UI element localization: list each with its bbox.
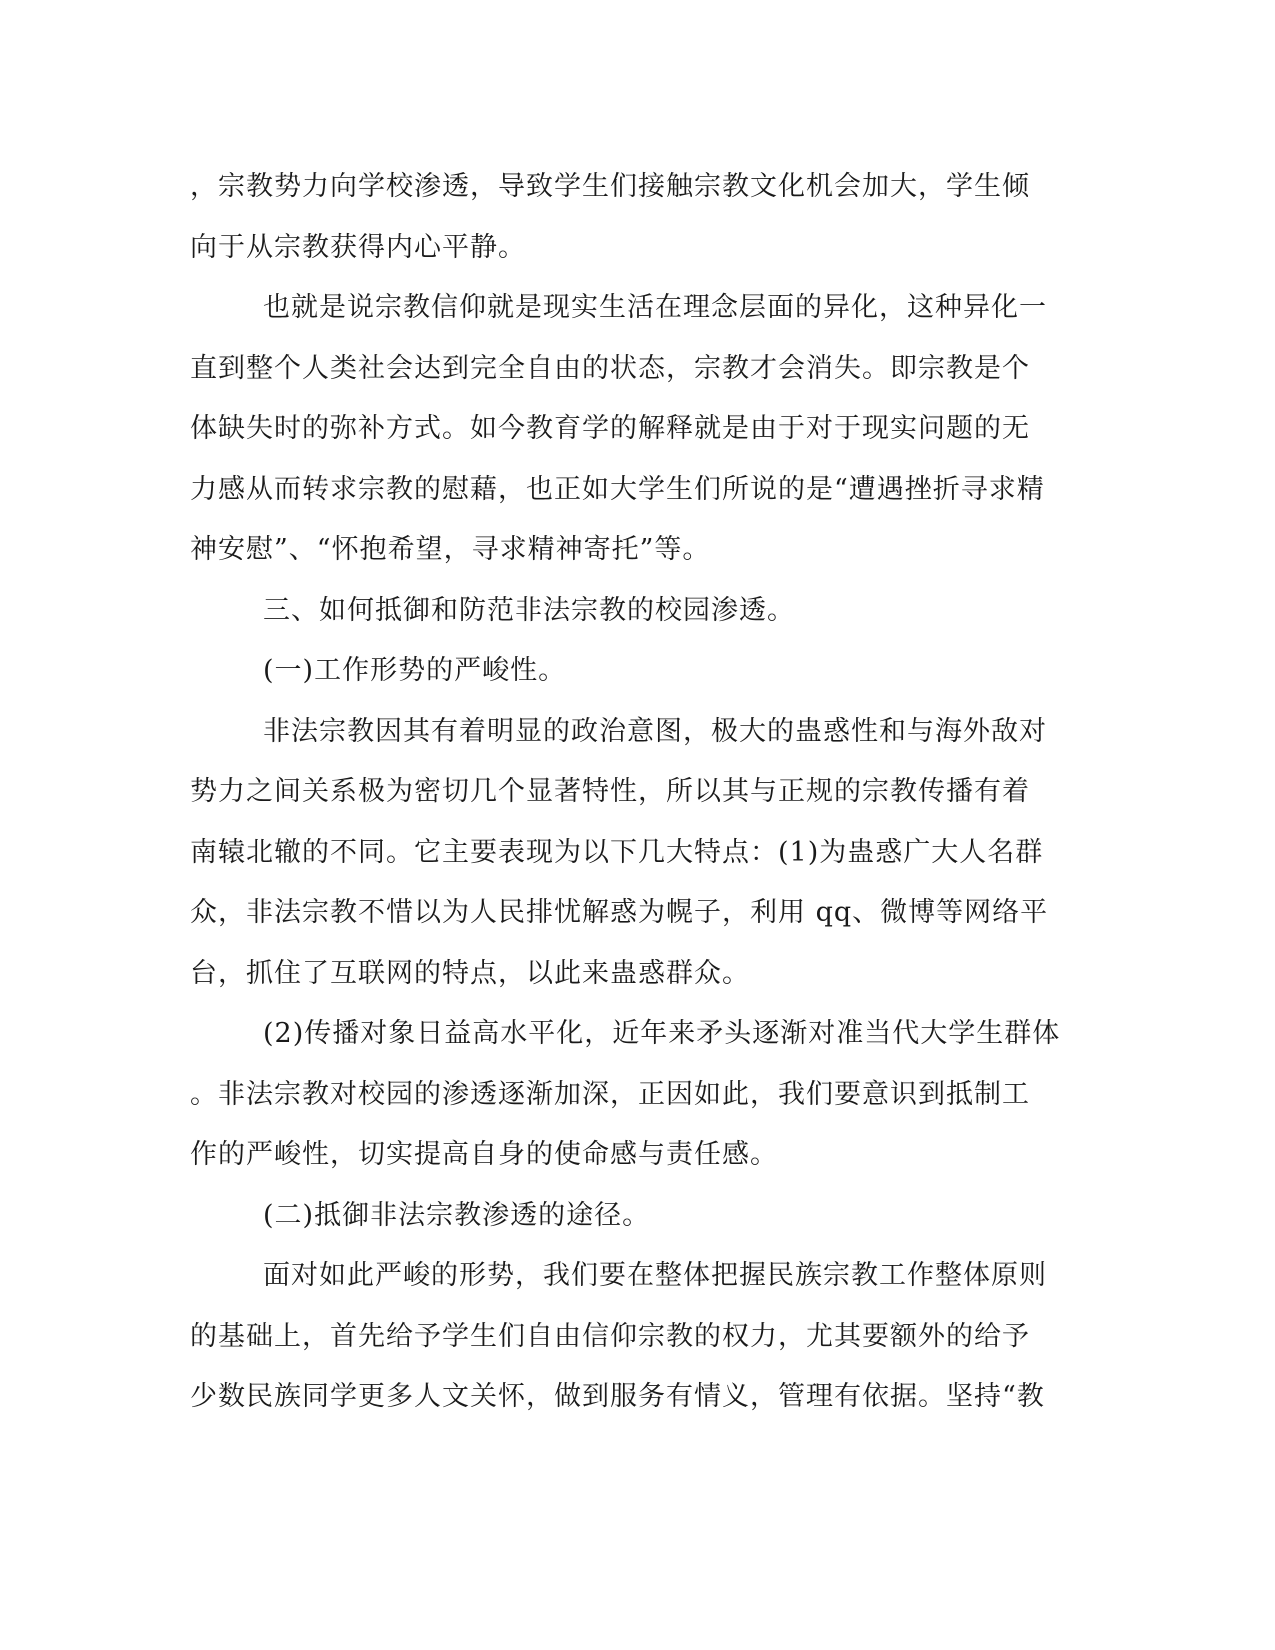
document-body — [190, 157, 1080, 1428]
text-line-4: 直到整个人类社会达到完全自由的状态，宗教才会消失。即宗教是个 — [190, 352, 1030, 384]
subsection-heading-2: (二)抵御非法宗教渗透的途径。 — [263, 1199, 651, 1231]
text-line-5: 体缺失时的弥补方式。如今教育学的解释就是由于对于现实问题的无 — [190, 413, 1030, 444]
text-line-17: 作的严峻性，切实提高自身的使命感与责任感。 — [190, 1139, 778, 1170]
text-line-10: 非法宗教因其有着明显的政治意图，极大的蛊惑性和与海外敌对 — [263, 715, 1047, 747]
text-line-21: 少数民族同学更多人文关怀，做到服务有情义，管理有依据。坚持“教 — [190, 1381, 1045, 1412]
text-line-3: 也就是说宗教信仰就是现实生活在理念层面的异化，这种异化一 — [263, 292, 1047, 323]
text-line-14: 台，抓住了互联网的特点，以此来蛊惑群众。 — [190, 957, 750, 989]
text-line-20: 的基础上，首先给予学生们自由信仰宗教的权力，尤其要额外的给予 — [190, 1320, 1030, 1352]
text-line-15: (2)传播对象日益高水平化，近年来矛头逐渐对准当代大学生群体 — [263, 1018, 1061, 1049]
text-line-13: 众，非法宗教不惜以为人民排忧解惑为幌子，利用 qq、微博等网络平 — [190, 897, 1049, 928]
text-line-2: 向于从宗教获得内心平静。 — [190, 231, 526, 263]
section-heading-3: 三、如何抵御和防范非法宗教的校园渗透。 — [263, 594, 795, 626]
text-line-12: 南辕北辙的不同。它主要表现为以下几大特点：(1)为蛊惑广大人名群 — [190, 836, 1044, 868]
text-line-6: 力感从而转求宗教的慰藉，也正如大学生们所说的是“遭遇挫折寻求精 — [190, 473, 1045, 505]
text-line-1: ，宗教势力向学校渗透，导致学生们接触宗教文化机会加大，学生倾 — [190, 171, 1030, 202]
text-line-7: 神安慰”、“怀抱希望，寻求精神寄托”等。 — [190, 534, 711, 565]
text-line-19: 面对如此严峻的形势，我们要在整体把握民族宗教工作整体原则 — [263, 1260, 1047, 1291]
subsection-heading-1: (一)工作形势的严峻性。 — [263, 655, 567, 686]
text-line-16: 。非法宗教对校园的渗透逐渐加深，正因如此，我们要意识到抵制工 — [190, 1078, 1030, 1110]
text-line-11: 势力之间关系极为密切几个显著特性，所以其与正规的宗教传播有着 — [190, 776, 1030, 807]
